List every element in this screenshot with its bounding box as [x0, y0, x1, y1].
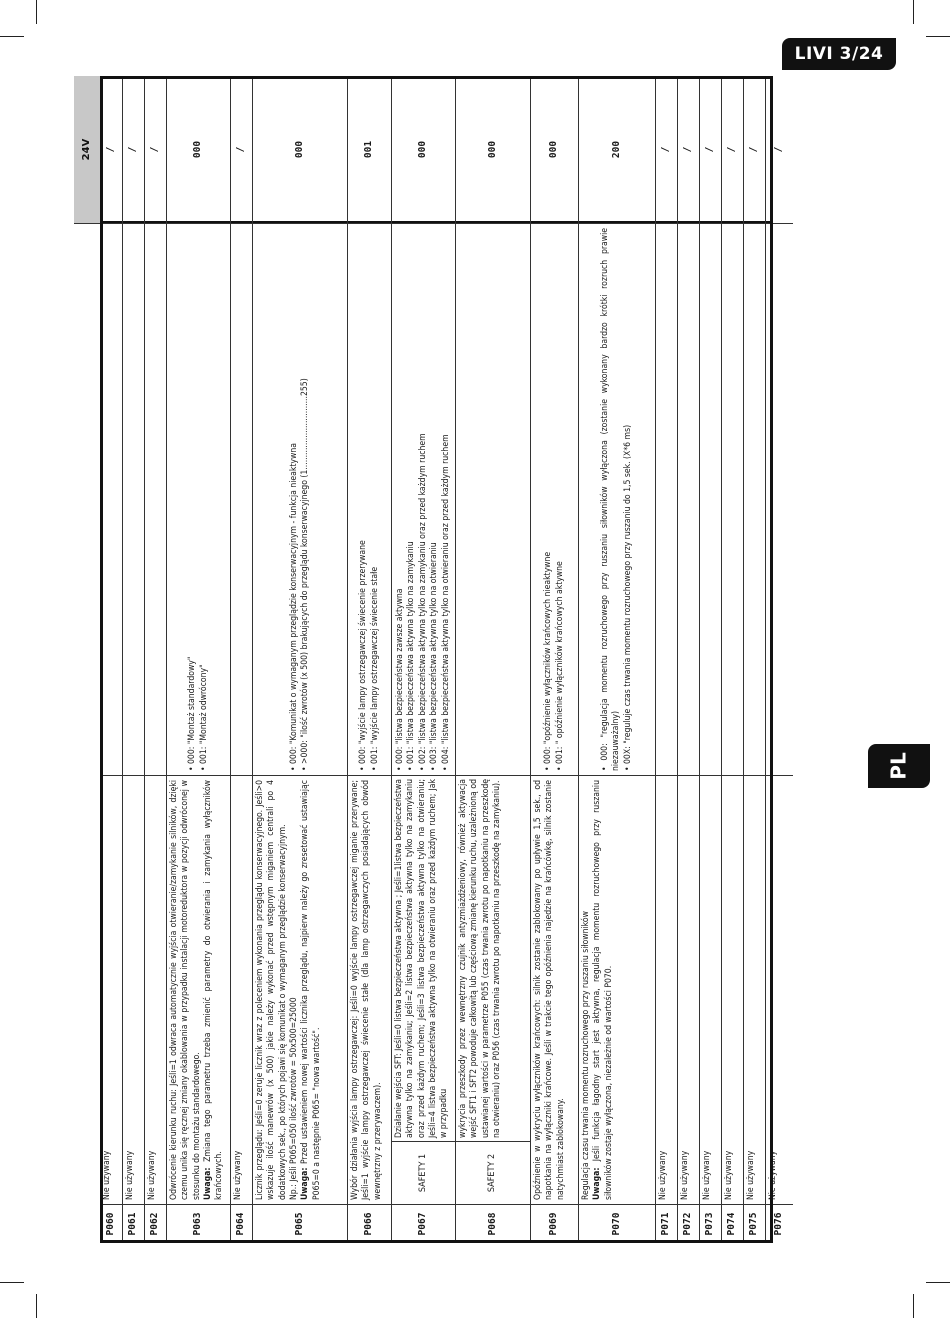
default-value-24v: 000	[392, 76, 455, 224]
option-item: • 002: "listwa bezpieczeństwa aktywna tylko na zamykaniu oraz przed każdym ruchem	[417, 433, 428, 771]
description-text: Nie używany	[768, 1150, 778, 1200]
parameter-code: P068	[486, 1212, 498, 1236]
default-value-24v: 000	[167, 76, 230, 224]
default-value-24v: 000	[456, 76, 530, 224]
default-value-24v: /	[700, 76, 721, 224]
crop-mark	[913, 1294, 914, 1318]
default-value-24v: 001	[348, 76, 391, 224]
table-border	[100, 76, 773, 1243]
description-text: Nie używany	[702, 1150, 712, 1200]
description-text: Nie używany	[102, 1150, 112, 1200]
parameter-table	[81, 76, 785, 1243]
option-item: • 001: "listwa bezpieczeństwa aktywna tylko na zamykaniu	[406, 541, 417, 771]
description-text: Licznik przeglądu: Jeśli=0 zeruje licznik wraz z poleceniem wykonania przeglądu konserwacyjnego. Jeśli>0 wskazuje ilość manewrów (x 500) jakie należy wykonać przed wstępnym miganiem centrali po 4 dodatkowych sek., po których pojawi się komunikat o wymaganym przeglądzie konserwacyjnym.	[255, 780, 288, 1200]
default-value-24v: /	[231, 76, 252, 224]
note-label: Uwaga:	[203, 1167, 214, 1200]
note-text: Zmiana tego parametru trzeba zmienić parametry do otwierania i zamykania wyłączników krańcowych.	[203, 780, 225, 1200]
option-item: • 000: "wyjście lampy ostrzegawczej świecenie przerywane	[358, 540, 369, 771]
default-value-24v: 000	[531, 76, 578, 224]
default-value-24v: /	[722, 76, 743, 224]
safety-label: SAFETY 1	[392, 1141, 455, 1204]
default-value-24v: /	[656, 76, 677, 224]
parameter-code: P062	[149, 1212, 161, 1236]
description-text: Regulacja czasu trwania momentu rozruchowego przy ruszaniu siłowników	[581, 911, 591, 1200]
note-text: Jeśli funkcja łagodny start jest aktywna, regulacja momentu rozruchowego przy ruszaniu siłowników zostaje wyłączona, niezależnie od wartości P070.	[592, 780, 614, 1200]
option-item: • 003: "listwa bezpieczeństwa aktywna tylko na otwieraniu	[429, 542, 440, 771]
description-text: Nie używany	[233, 1150, 243, 1200]
default-value-24v: /	[145, 76, 166, 224]
parameter-code: P074	[726, 1212, 738, 1236]
crop-mark	[0, 36, 24, 37]
parameter-code: P064	[235, 1212, 247, 1236]
table-header-row	[74, 76, 100, 1243]
crop-mark	[926, 36, 950, 37]
default-value-24v: 200	[579, 76, 655, 224]
description-text: Nie używany	[724, 1150, 734, 1200]
option-item: • 000: "opóźnienie wyłączników krańcowych nieaktywne	[543, 551, 554, 771]
default-value-24v: 000	[253, 76, 347, 224]
crop-mark	[36, 0, 37, 24]
parameter-code: P071	[660, 1212, 672, 1236]
default-value-24v: /	[678, 76, 699, 224]
note-label: Uwaga:	[300, 1167, 311, 1200]
option-item: • 000: "Komunikat o wymaganym przeglądzie konserwacyjnym - funkcja nieaktywna	[288, 443, 299, 771]
safety-label: SAFETY 2	[456, 1141, 530, 1204]
option-item: • 001: "Montaż odwrócony"	[198, 664, 209, 771]
parameter-code: P067	[417, 1212, 429, 1236]
parameter-code: P070	[610, 1212, 622, 1236]
crop-mark	[36, 1294, 37, 1318]
description-example: Np.: Jeśli P065=050 ilość zwrotów = 50x500=25000	[289, 997, 300, 1200]
parameter-code: P061	[127, 1212, 139, 1236]
parameter-code: P073	[704, 1212, 716, 1236]
description-text: Odwrócenie kierunku ruchu: Jeśli=1 odwraca automatycznie wyjścia otwieranie/zamykanie silników, dzięki czemu unika się ręcznej zmiany okablowania w przypadku instalacji motoreduktora w pozycji odwróconej w stosunku do montażu standardowego.	[169, 780, 202, 1200]
language-tab-label: PL	[887, 752, 911, 780]
default-value-24v: /	[766, 76, 793, 224]
language-tab	[868, 744, 930, 788]
parameter-code: P060	[104, 1212, 116, 1236]
parameter-code: P076	[773, 1212, 785, 1236]
page-label: LIVI 3/24	[782, 38, 896, 70]
safety-description: Działanie wejścia SFT: Jeśli=0 listwa bezpieczeństwa aktywna ; Jeśli=1listwa bezpieczeństwa aktywna tylko na zamykaniu; Jeśli=2 listwa bezpieczeństwa aktywna tylko na zamykaniu oraz przed każdym ruchem; Jeśli=3 listwa bezpieczeństwa aktywna tylko na otwieraniu; Jeśli=4 listwa bezpieczeństwa aktywna tylko na otwieraniu oraz przed każdym ruchem; Jak w przypadku	[394, 779, 450, 1138]
crop-mark	[926, 1282, 950, 1283]
default-value-24v: /	[123, 76, 144, 224]
default-value-24v: /	[100, 76, 122, 224]
parameter-code: P075	[748, 1212, 760, 1236]
option-item: • 001: "wyjście lampy ostrzegawczej świecenie stałe	[369, 566, 380, 771]
crop-mark	[0, 1282, 24, 1283]
description-text: Nie używany	[746, 1150, 756, 1200]
parameter-code: P065	[293, 1212, 305, 1236]
option-item: • >000: "ilość zwrotów (x 500) brakujących do przeglądu konserwacyjnego (1..............................255)	[300, 378, 310, 771]
default-value-24v: /	[744, 76, 765, 224]
column-24v-header: 24V	[74, 76, 100, 224]
safety-description: wykrycia przeszkody przez wewnętrzny czujnik antyzmiażdżeniowy, również aktywacja wejść SFT1 i SFT2 powoduje całkowitą lub częściową zmianę kierunku ruchu, uzależnioną od ustawianej wartości w parametrze P055 (czas trwania zwrotu po napotkaniu na przeszkodę na otwieraniu) oraz P056 (czas trwania zwrotu po napotkaniu na przeszkodę na zamykaniu).	[458, 779, 503, 1138]
option-item: • 001: " opóźnienie wyłączników krańcowych aktywne	[554, 561, 565, 771]
description-text: Nie używany	[680, 1150, 690, 1200]
option-item: • 000: "regulacja momentu rozruchowego przy ruszaniu siłowników wyłączona (zostanie wykonany bardzo krótki rozruch prawie niezauważalny)	[599, 228, 622, 771]
parameter-code: P072	[682, 1212, 694, 1236]
description-text: Opóźnienie w wykryciu wyłączników krańcowych: silnik zostanie zablokowany po upływie 1,5 sek., od napotkania na wyłączniki krańcowe. Jeśli w trakcie tego opóźnienia najedzie na krańcówkę, silnik zostanie natychmiast zablokowany.	[533, 780, 566, 1200]
parameter-code: P069	[548, 1212, 560, 1236]
parameter-code: P063	[192, 1212, 204, 1236]
option-item: • 000: "listwa bezpieczeństwa zawsze aktywna	[395, 588, 406, 771]
description-text: Nie używany	[147, 1150, 157, 1200]
option-item: • 00X: "reguluje czas trwania momentu rozruchowego przy ruszaniu do 1,5 sek. (X*6 ms)	[622, 424, 633, 771]
crop-mark	[913, 0, 914, 24]
description-text: Wybór działania wyjścia lampy ostrzegawczej: Jeśli=0 wyjście lampy ostrzegawczej miganie przerywane; Jeśli=1 wyjście lampy ostrzegawczej świecenie stałe (dla lamp ostrzegawczych posiadających obwód wewnętrzny z przerywaczem).	[350, 780, 383, 1200]
description-text: Nie używany	[658, 1150, 668, 1200]
parameter-code: P066	[363, 1212, 375, 1236]
note-text: Przed ustawieniem nowej wartości licznika przeglądu, najpierw należy go zresetować ustawiając P065=0 a następnie P065= "nowa wartość".	[300, 780, 322, 1200]
option-item: • 000: "Montaż standardowy"	[187, 656, 198, 771]
option-item: • 004: "listwa bezpieczeństwa aktywna tylko na otwieraniu oraz przed każdym ruchem	[440, 434, 451, 771]
note-label: Uwaga:	[592, 1167, 603, 1200]
description-text: Nie używany	[125, 1150, 135, 1200]
